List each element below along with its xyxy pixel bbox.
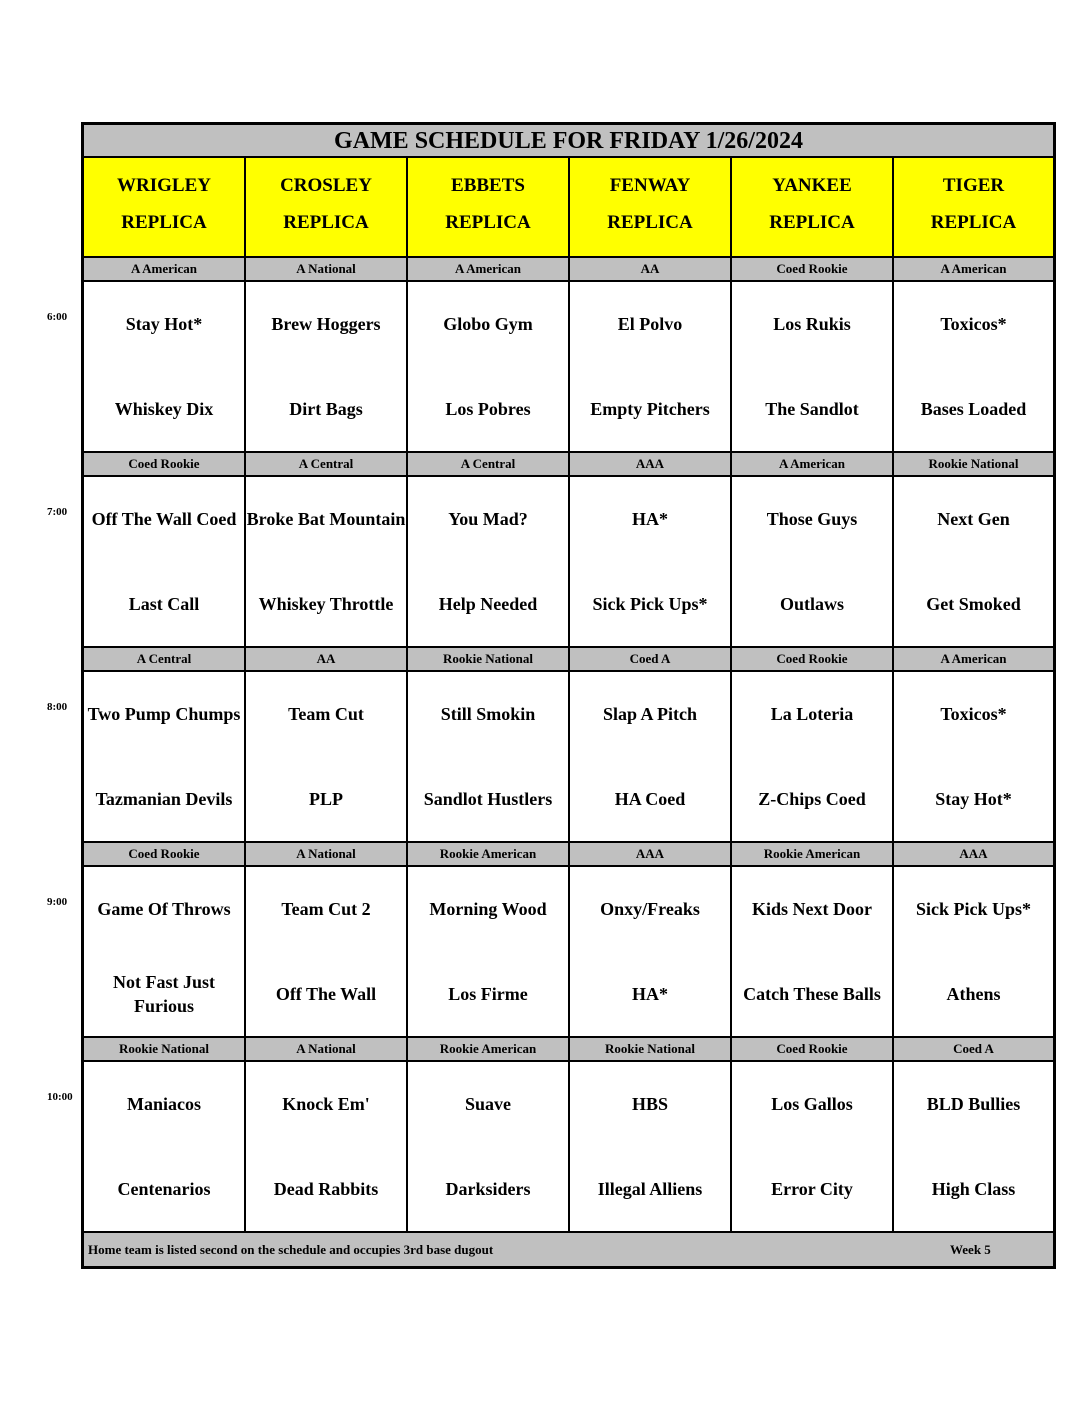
time-label: 7:00	[47, 506, 68, 518]
game-row	[84, 672, 1053, 843]
field-header-wrigley	[84, 158, 246, 258]
game-row	[84, 282, 1053, 453]
away-team: Stay Hot*	[125, 314, 203, 334]
time-label: 9:00	[47, 896, 68, 908]
away-team: Two Pump Chumps	[87, 704, 241, 724]
away-team: La Loteria	[770, 704, 854, 724]
home-team-note: Home team is listed second on the schedule and occupies 3rd base dugout	[88, 1242, 494, 1257]
home-team: Whiskey Throttle	[258, 594, 394, 614]
game-cell	[246, 672, 408, 843]
division-label: Rookie National	[570, 1038, 732, 1062]
away-team: Toxicos*	[940, 314, 1007, 334]
home-team: Tazmanian Devils	[95, 789, 233, 809]
game-cell	[246, 1062, 408, 1233]
away-team: You Mad?	[448, 509, 528, 529]
field-subtitle: REPLICA	[930, 212, 1017, 233]
home-team: Sick Pick Ups*	[592, 594, 708, 614]
home-team: HA Coed	[614, 789, 686, 809]
division-label: A American	[732, 453, 894, 477]
home-team: Help Needed	[438, 594, 538, 614]
away-team: Onxy/Freaks	[600, 899, 700, 919]
division-label: A Central	[246, 453, 408, 477]
away-team: Brew Hoggers	[271, 314, 381, 334]
away-team: Slap A Pitch	[602, 704, 698, 724]
game-cell	[570, 477, 732, 648]
field-name: FENWAY	[609, 175, 691, 196]
schedule-title: GAME SCHEDULE FOR FRIDAY 1/26/2024	[84, 125, 1053, 158]
division-label: Coed Rookie	[732, 258, 894, 282]
home-team: Catch These Balls	[743, 984, 881, 1004]
division-row	[84, 1038, 1053, 1062]
game-cell	[732, 1062, 894, 1233]
game-cell	[894, 282, 1053, 453]
home-team: Outlaws	[779, 594, 844, 614]
home-team: Stay Hot*	[935, 789, 1012, 809]
home-team: Dirt Bags	[289, 399, 363, 419]
game-cell	[732, 672, 894, 843]
game-cell	[570, 672, 732, 843]
away-team: Globo Gym	[443, 314, 533, 334]
game-cell	[408, 672, 570, 843]
away-team: Los Gallos	[771, 1094, 853, 1114]
away-team: Toxicos*	[940, 704, 1007, 724]
home-team: Not Fast Just Furious	[113, 972, 215, 1016]
home-team: Last Call	[128, 594, 200, 614]
home-team: Darksiders	[445, 1179, 531, 1199]
division-label: Coed Rookie	[732, 1038, 894, 1062]
time-label: 6:00	[47, 311, 68, 323]
division-label: Coed Rookie	[732, 648, 894, 672]
away-team: HBS	[631, 1094, 669, 1114]
division-label: A American	[408, 258, 570, 282]
game-cell	[732, 282, 894, 453]
division-label: AA	[246, 648, 408, 672]
game-cell	[408, 282, 570, 453]
game-cell	[408, 1062, 570, 1233]
division-label: Rookie American	[408, 1038, 570, 1062]
game-cell	[570, 1062, 732, 1233]
field-header-fenway	[570, 158, 732, 258]
game-cell	[570, 867, 732, 1038]
field-subtitle: REPLICA	[769, 212, 855, 233]
division-label: AAA	[570, 843, 732, 867]
division-label: Coed A	[894, 1038, 1053, 1062]
division-label: Rookie National	[84, 1038, 246, 1062]
home-team: Dead Rabbits	[273, 1179, 379, 1199]
field-subtitle: REPLICA	[607, 212, 693, 233]
division-label: Coed A	[570, 648, 732, 672]
game-row	[84, 867, 1053, 1038]
home-team: Error City	[771, 1179, 853, 1199]
division-label: A American	[894, 258, 1053, 282]
game-cell	[894, 867, 1053, 1038]
field-name: WRIGLEY	[117, 175, 211, 196]
home-team: Athens	[946, 984, 1001, 1004]
game-row	[84, 477, 1053, 648]
away-team: Game Of Throws	[97, 899, 231, 919]
field-header-tiger	[894, 158, 1053, 258]
home-team: Bases Loaded	[920, 399, 1027, 419]
home-team: HA*	[632, 984, 668, 1004]
home-team: Illegal Alliens	[597, 1179, 703, 1199]
field-header-crosley	[246, 158, 408, 258]
field-subtitle: REPLICA	[445, 212, 531, 233]
game-cell	[570, 282, 732, 453]
away-team: Los Rukis	[773, 314, 851, 334]
home-team: Sandlot Hustlers	[423, 789, 553, 809]
field-subtitle: REPLICA	[121, 212, 207, 233]
away-team: Team Cut	[288, 704, 364, 724]
home-team: PLP	[309, 789, 343, 809]
division-label: A National	[246, 1038, 408, 1062]
division-label: AAA	[570, 453, 732, 477]
away-team: Still Smokin	[440, 704, 536, 724]
home-team: Los Pobres	[445, 399, 531, 419]
away-team: Off The Wall Coed	[91, 509, 237, 529]
game-cell	[246, 477, 408, 648]
away-team: Maniacos	[127, 1094, 201, 1114]
away-team: HA*	[632, 509, 668, 529]
game-cell	[84, 672, 246, 843]
away-team: Kids Next Door	[752, 899, 872, 919]
field-subtitle: REPLICA	[283, 212, 369, 233]
away-team: BLD Bullies	[926, 1094, 1021, 1114]
away-team: Broke Bat Mountain	[246, 509, 406, 529]
away-team: Next Gen	[937, 509, 1010, 529]
division-label: Rookie National	[408, 648, 570, 672]
field-name: CROSLEY	[280, 175, 372, 196]
away-team: Team Cut 2	[281, 899, 371, 919]
week-label: Week 5	[950, 1242, 991, 1257]
field-header-row	[84, 158, 1053, 258]
away-team: Morning Wood	[429, 899, 547, 919]
game-row	[84, 1062, 1053, 1233]
game-cell	[246, 867, 408, 1038]
game-cell	[408, 867, 570, 1038]
home-team: Whiskey Dix	[114, 399, 214, 419]
field-name: YANKEE	[772, 175, 852, 196]
division-label: AAA	[894, 843, 1053, 867]
home-team: Los Firme	[448, 984, 528, 1004]
game-cell	[408, 477, 570, 648]
home-team: Z-Chips Coed	[758, 789, 866, 809]
division-row	[84, 258, 1053, 282]
division-label: Coed Rookie	[84, 453, 246, 477]
time-label: 8:00	[47, 701, 68, 713]
division-row	[84, 843, 1053, 867]
home-team: The Sandlot	[765, 399, 859, 419]
home-team: Off The Wall	[275, 984, 377, 1004]
schedule-sheet	[81, 122, 1056, 1269]
field-name: EBBETS	[451, 175, 525, 196]
game-cell	[732, 477, 894, 648]
away-team: Suave	[464, 1094, 511, 1114]
division-row	[84, 453, 1053, 477]
division-label: AA	[570, 258, 732, 282]
game-cell	[894, 672, 1053, 843]
footer-bar	[84, 1233, 1053, 1266]
division-label: Rookie American	[732, 843, 894, 867]
game-cell	[84, 282, 246, 453]
home-team: Centenarios	[117, 1179, 211, 1199]
game-cell	[732, 867, 894, 1038]
division-label: A Central	[84, 648, 246, 672]
home-team: Empty Pitchers	[590, 399, 710, 419]
division-label: Coed Rookie	[84, 843, 246, 867]
game-cell	[84, 867, 246, 1038]
game-cell	[246, 282, 408, 453]
field-header-ebbets	[408, 158, 570, 258]
away-team: Sick Pick Ups*	[915, 899, 1032, 919]
division-label: A American	[84, 258, 246, 282]
away-team: Knock Em'	[282, 1094, 370, 1114]
game-cell	[894, 1062, 1053, 1233]
game-cell	[894, 477, 1053, 648]
field-header-yankee	[732, 158, 894, 258]
home-team: High Class	[931, 1179, 1016, 1199]
home-team: Get Smoked	[926, 594, 1021, 614]
division-label: A Central	[408, 453, 570, 477]
division-label: A American	[894, 648, 1053, 672]
game-cell	[84, 1062, 246, 1233]
time-label: 10:00	[47, 1091, 73, 1103]
division-label: A National	[246, 843, 408, 867]
division-label: Rookie National	[894, 453, 1053, 477]
division-label: A National	[246, 258, 408, 282]
field-name: TIGER	[942, 175, 1005, 196]
away-team: Those Guys	[766, 509, 858, 529]
game-cell	[84, 477, 246, 648]
away-team: El Polvo	[617, 314, 683, 334]
division-label: Rookie American	[408, 843, 570, 867]
division-row	[84, 648, 1053, 672]
